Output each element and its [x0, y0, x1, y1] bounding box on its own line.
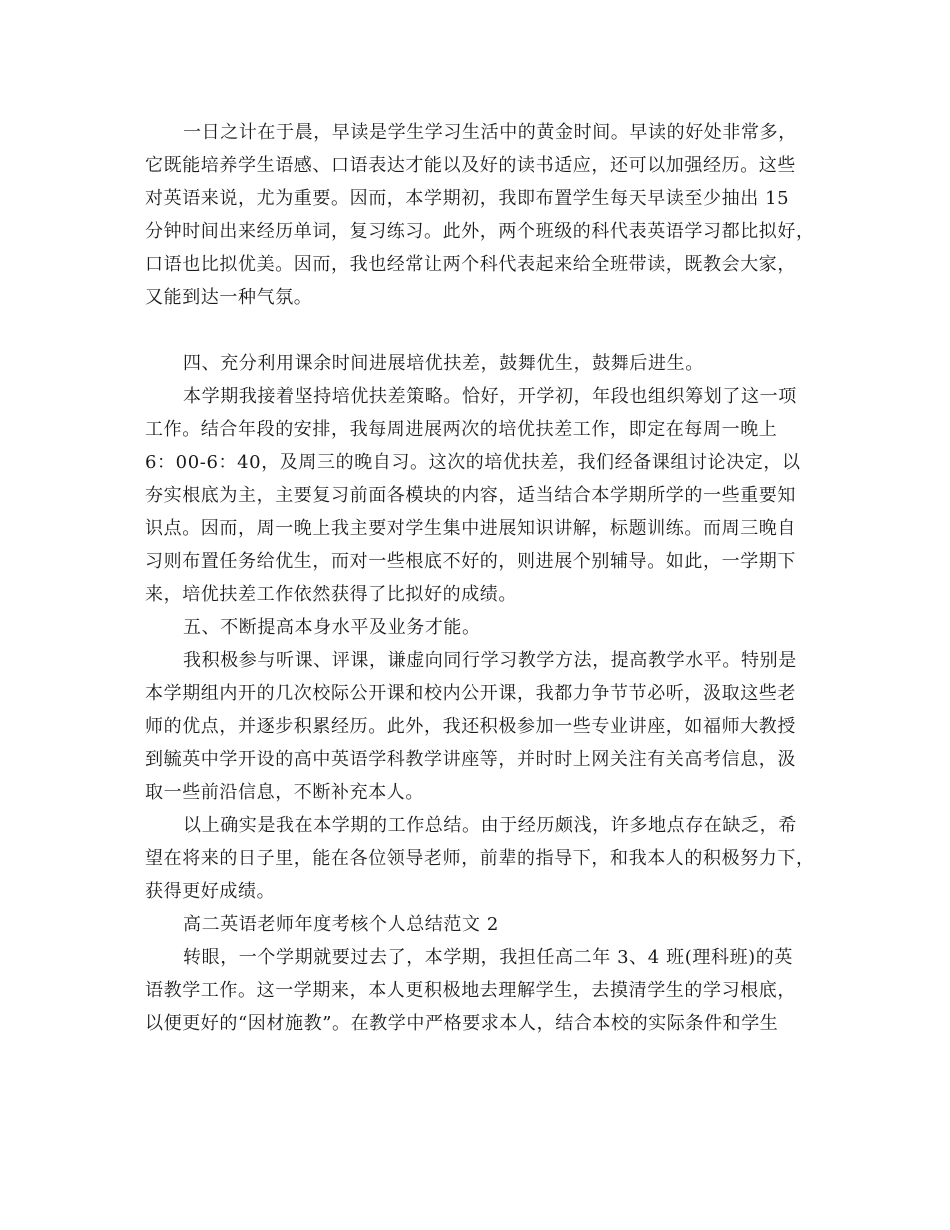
text-line: 本学期我接着坚持培优扶差策略。恰好，开学初，年段也组织筹划了这一项 [183, 386, 797, 407]
text-line: 来，培优扶差工作依然获得了比拟好的成绩。 [145, 584, 517, 605]
text-line: 习则布置任务给优生，而对一些根底不好的，则进展个别辅导。如此，一学期下 [145, 551, 796, 572]
text-line: 口语也比拟优美。因而，我也经常让两个科代表起来给全班带读，既教会大家， [145, 254, 796, 275]
text-line: 到毓英中学开设的高中英语学科教学讲座等，并时时上网关注有关高考信息，汲 [145, 749, 796, 770]
text-line: 我积极参与听课、评课，谦虚向同行学习教学方法，提高教学水平。特别是 [183, 650, 797, 671]
text-line: 工作。结合年段的安排，我每周进展两次的培优扶差工作，即定在每周一晚上 [145, 419, 778, 440]
text-line: 又能到达一种气氛。 [145, 287, 313, 308]
text-line: 6：00-6：40，及周三的晚自习。这次的培优扶差，我们经备课组讨论决定，以 [145, 452, 801, 473]
text-line: 以上确实是我在本学期的工作总结。由于经历颇浅，许多地点存在缺乏，希 [183, 815, 797, 836]
text-line: 本学期组内开的几次校际公开课和校内公开课，我都力争节节必听，汲取这些老 [145, 683, 796, 704]
text-line: 识点。因而，周一晚上我主要对学生集中进展知识讲解，标题训练。而周三晚自 [145, 518, 796, 539]
text-line: 取一些前沿信息，不断补充本人。 [145, 782, 424, 803]
text-line: 望在将来的日子里，能在各位领导老师，前辈的指导下，和我本人的积极努力下， [145, 848, 815, 869]
text-line: 一日之计在于晨，早读是学生学习生活中的黄金时间。早读的好处非常多， [183, 122, 797, 143]
text-line: 转眼，一个学期就要过去了，本学期，我担任高二年 3、4 班(理科班)的英 [183, 947, 793, 968]
text-line: 以便更好的“因材施教”。在教学中严格要求本人，结合本校的实际条件和学生 [145, 1013, 779, 1034]
section-heading: 四、充分利用课余时间进展培优扶差，鼓舞优生，鼓舞后进生。 [183, 353, 704, 374]
text-line: 师的优点，并逐步积累经历。此外，我还积极参加一些专业讲座，如福师大教授 [145, 716, 796, 737]
text-line: 获得更好成绩。 [145, 881, 276, 902]
text-line: 夯实根底为主，主要复习前面各模块的内容，适当结合本学期所学的一些重要知 [145, 485, 796, 506]
article-title: 高二英语老师年度考核个人总结范文 2 [183, 914, 499, 935]
text-line: 对英语来说，尤为重要。因而，本学期初，我即布置学生每天早读至少抽出 15 [145, 188, 790, 209]
text-line: 它既能培养学生语感、口语表达才能以及好的读书适应，还可以加强经历。这些 [145, 155, 796, 176]
text-line: 分钟时间出来经历单词，复习练习。此外，两个班级的科代表英语学习都比拟好， [145, 221, 815, 242]
text-line: 语教学工作。这一学期来，本人更积极地去理解学生，去摸清学生的学习根底， [145, 980, 796, 1001]
section-heading: 五、不断提高本身水平及业务才能。 [183, 617, 481, 638]
